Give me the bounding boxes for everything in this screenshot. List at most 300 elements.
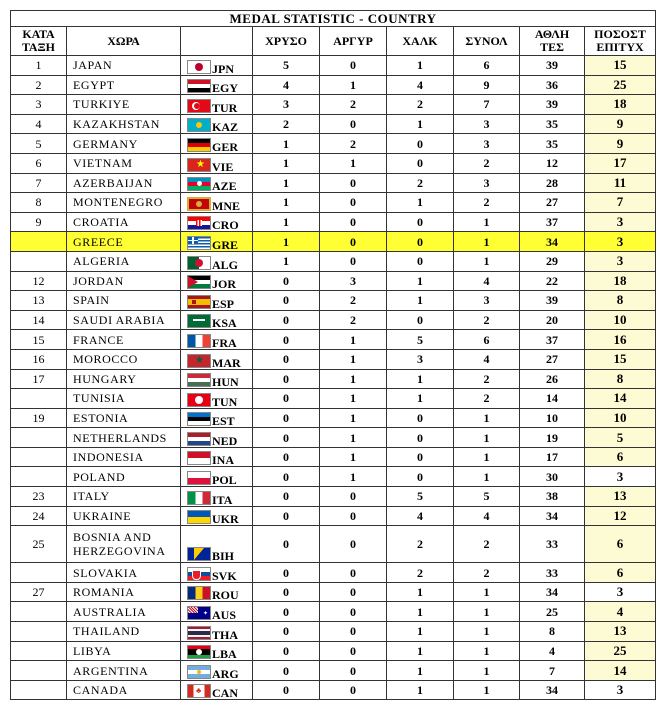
country-name-cell: ITALY — [67, 487, 181, 507]
country-name-cell: GERMANY — [67, 134, 181, 154]
athletes-cell: 27 — [520, 349, 585, 369]
header-silver: ΑΡΓΥΡ — [320, 27, 387, 56]
country-name-cell: HUNGARY — [67, 369, 181, 389]
country-name-cell: FRANCE — [67, 330, 181, 350]
success-pct-cell: 18 — [585, 271, 656, 291]
mar-flag-icon: ★ — [187, 354, 211, 368]
silver-cell: 0 — [320, 56, 387, 76]
mne-flag-icon — [187, 197, 211, 211]
country-name-cell: NETHERLANDS — [67, 428, 181, 448]
table-row — [11, 408, 656, 428]
gold-cell: 0 — [253, 661, 320, 681]
header-athletes: ΑΘΛΗ ΤΕΣ — [520, 27, 585, 56]
athletes-cell: 10 — [520, 408, 585, 428]
country-name-cell: INDONESIA — [67, 447, 181, 467]
country-name-cell: JAPAN — [67, 56, 181, 76]
tha-flag-icon — [187, 626, 211, 640]
silver-cell: 0 — [320, 212, 387, 232]
total-cell: 1 — [454, 622, 520, 642]
silver-cell: 0 — [320, 563, 387, 583]
country-code: TUN — [212, 394, 238, 409]
bronze-cell: 1 — [387, 291, 454, 311]
athletes-cell: 35 — [520, 134, 585, 154]
country-code: UKR — [212, 512, 239, 526]
bronze-cell: 2 — [387, 526, 454, 563]
silver-cell: 0 — [320, 506, 387, 526]
athletes-cell: 34 — [520, 506, 585, 526]
silver-cell: 3 — [320, 271, 387, 291]
total-cell: 6 — [454, 56, 520, 76]
athletes-cell: 34 — [520, 582, 585, 602]
success-pct-cell: 12 — [585, 506, 656, 526]
table-row — [11, 487, 656, 507]
country-code: LBA — [212, 647, 237, 661]
success-pct-cell: 17 — [585, 153, 656, 173]
gold-cell: 0 — [253, 428, 320, 448]
gold-cell: 0 — [253, 602, 320, 622]
flag-code-cell — [181, 349, 253, 369]
total-cell: 2 — [454, 193, 520, 213]
bronze-cell: 1 — [387, 56, 454, 76]
total-cell: 1 — [454, 232, 520, 252]
rou-flag-icon — [187, 586, 211, 600]
table-row — [11, 582, 656, 602]
table-row — [11, 212, 656, 232]
table-row — [11, 173, 656, 193]
athletes-cell: 12 — [520, 153, 585, 173]
rank-cell — [11, 389, 67, 409]
bronze-cell: 0 — [387, 447, 454, 467]
total-cell: 9 — [454, 75, 520, 95]
flag-code-cell — [181, 661, 253, 681]
bronze-cell: 1 — [387, 680, 454, 700]
success-pct-cell: 18 — [585, 95, 656, 115]
total-cell: 1 — [454, 602, 520, 622]
rank-cell: 19 — [11, 408, 67, 428]
header-success-pct: ΠΟΣΟΣΤ ΕΠΙΤΥΧ — [585, 27, 656, 56]
rank-cell: 6 — [11, 153, 67, 173]
table-row — [11, 602, 656, 622]
arg-flag-icon — [187, 665, 211, 679]
country-name-cell: ARGENTINA — [67, 661, 181, 681]
success-pct-cell: 14 — [585, 389, 656, 409]
country-name-cell: EGYPT — [67, 75, 181, 95]
bronze-cell: 0 — [387, 153, 454, 173]
country-code: TUR — [212, 100, 238, 115]
country-code: MNE — [212, 198, 240, 213]
silver-cell: 0 — [320, 487, 387, 507]
athletes-cell: 8 — [520, 622, 585, 642]
table-row — [11, 193, 656, 213]
country-code: EST — [212, 414, 235, 428]
ita-flag-icon — [187, 491, 211, 505]
athletes-cell: 38 — [520, 487, 585, 507]
gold-cell: 0 — [253, 369, 320, 389]
rank-cell: 4 — [11, 114, 67, 134]
rank-cell: 24 — [11, 506, 67, 526]
flag-code-cell — [181, 291, 253, 311]
rank-cell: 7 — [11, 173, 67, 193]
gold-cell: 0 — [253, 408, 320, 428]
gold-cell: 0 — [253, 526, 320, 563]
success-pct-cell: 10 — [585, 310, 656, 330]
total-cell: 1 — [454, 467, 520, 487]
country-name-cell: ESTONIA — [67, 408, 181, 428]
athletes-cell: 26 — [520, 369, 585, 389]
silver-cell: 0 — [320, 173, 387, 193]
total-cell: 1 — [454, 428, 520, 448]
country-name-cell: AZERBAIJAN — [67, 173, 181, 193]
rank-cell — [11, 447, 67, 467]
total-cell: 1 — [454, 408, 520, 428]
athletes-cell: 25 — [520, 602, 585, 622]
country-name-cell: KAZAKHSTAN — [67, 114, 181, 134]
success-pct-cell: 7 — [585, 193, 656, 213]
success-pct-cell: 4 — [585, 602, 656, 622]
bronze-cell: 1 — [387, 193, 454, 213]
silver-cell: 0 — [320, 582, 387, 602]
table-title: MEDAL STATISTIC - COUNTRY — [11, 11, 656, 27]
country-name-cell: BOSNIA AND HERZEGOVINA — [67, 526, 181, 563]
silver-cell: 1 — [320, 389, 387, 409]
svk-flag-icon — [187, 567, 211, 581]
gold-cell: 1 — [253, 134, 320, 154]
athletes-cell: 4 — [520, 641, 585, 661]
lba-flag-icon — [187, 645, 211, 659]
medal-statistics-table — [10, 10, 656, 700]
rank-cell: 2 — [11, 75, 67, 95]
rank-cell: 14 — [11, 310, 67, 330]
success-pct-cell: 3 — [585, 582, 656, 602]
table-row — [11, 251, 656, 271]
gold-cell: 1 — [253, 212, 320, 232]
table-row — [11, 428, 656, 448]
gold-cell: 0 — [253, 487, 320, 507]
total-cell: 6 — [454, 330, 520, 350]
total-cell: 2 — [454, 153, 520, 173]
athletes-cell: 39 — [520, 291, 585, 311]
silver-cell: 0 — [320, 193, 387, 213]
rank-cell — [11, 680, 67, 700]
tur-flag-icon — [187, 99, 211, 113]
silver-cell: 1 — [320, 428, 387, 448]
rank-cell: 17 — [11, 369, 67, 389]
success-pct-cell: 3 — [585, 680, 656, 700]
success-pct-cell: 15 — [585, 56, 656, 76]
success-pct-cell: 13 — [585, 622, 656, 642]
hun-flag-icon — [187, 373, 211, 387]
country-name-cell: SPAIN — [67, 291, 181, 311]
total-cell: 7 — [454, 95, 520, 115]
silver-cell: 0 — [320, 680, 387, 700]
country-name-cell: JORDAN — [67, 271, 181, 291]
gold-cell: 0 — [253, 310, 320, 330]
silver-cell: 0 — [320, 232, 387, 252]
gold-cell: 0 — [253, 680, 320, 700]
athletes-cell: 28 — [520, 173, 585, 193]
flag-code-cell — [181, 173, 253, 193]
flag-code-cell — [181, 251, 253, 271]
bronze-cell: 0 — [387, 408, 454, 428]
ina-flag-icon — [187, 451, 211, 465]
esp-flag-icon — [187, 295, 211, 309]
success-pct-cell: 9 — [585, 134, 656, 154]
gold-cell: 0 — [253, 563, 320, 583]
kaz-flag-icon — [187, 118, 211, 132]
rank-cell: 9 — [11, 212, 67, 232]
gre-flag-icon — [187, 236, 211, 250]
bronze-cell: 0 — [387, 134, 454, 154]
country-code: CAN — [212, 686, 238, 700]
silver-cell: 0 — [320, 114, 387, 134]
rank-cell — [11, 563, 67, 583]
athletes-cell: 39 — [520, 95, 585, 115]
table-row — [11, 330, 656, 350]
table-row — [11, 349, 656, 369]
medal-table-container — [10, 10, 655, 700]
country-code: GRE — [212, 237, 239, 252]
aus-flag-icon: ✦ — [187, 606, 211, 620]
total-cell: 3 — [454, 291, 520, 311]
gold-cell: 5 — [253, 56, 320, 76]
success-pct-cell: 3 — [585, 251, 656, 271]
flag-code-cell — [181, 641, 253, 661]
rank-cell — [11, 232, 67, 252]
flag-code-cell — [181, 56, 253, 76]
bronze-cell: 4 — [387, 75, 454, 95]
gold-cell: 0 — [253, 447, 320, 467]
athletes-cell: 39 — [520, 56, 585, 76]
success-pct-cell: 13 — [585, 487, 656, 507]
total-cell: 2 — [454, 526, 520, 563]
ksa-flag-icon — [187, 314, 211, 328]
gold-cell: 0 — [253, 330, 320, 350]
table-row — [11, 389, 656, 409]
bronze-cell: 2 — [387, 563, 454, 583]
country-name-cell: GREECE — [67, 232, 181, 252]
country-name-cell: TURKIYE — [67, 95, 181, 115]
table-row — [11, 661, 656, 681]
country-code: AZE — [212, 179, 237, 193]
bih-flag-icon — [187, 547, 211, 561]
success-pct-cell: 3 — [585, 232, 656, 252]
country-name-cell: UKRAINE — [67, 506, 181, 526]
country-name-cell: AUSTRALIA — [67, 602, 181, 622]
athletes-cell: 17 — [520, 447, 585, 467]
bronze-cell: 0 — [387, 310, 454, 330]
silver-cell: 0 — [320, 526, 387, 563]
flag-code-cell — [181, 622, 253, 642]
table-row — [11, 95, 656, 115]
tun-flag-icon — [187, 393, 211, 407]
rank-cell: 25 — [11, 526, 67, 563]
table-row — [11, 447, 656, 467]
rank-cell — [11, 428, 67, 448]
country-code: SVK — [212, 568, 237, 583]
gold-cell: 1 — [253, 173, 320, 193]
flag-code-cell — [181, 153, 253, 173]
success-pct-cell: 11 — [585, 173, 656, 193]
country-name-cell: CROATIA — [67, 212, 181, 232]
country-code: ALG — [212, 257, 239, 272]
silver-cell: 0 — [320, 661, 387, 681]
bronze-cell: 1 — [387, 622, 454, 642]
total-cell: 5 — [454, 487, 520, 507]
country-name-cell: MONTENEGRO — [67, 193, 181, 213]
country-name-cell: TUNISIA — [67, 389, 181, 409]
ger-flag-icon — [187, 138, 211, 152]
total-cell: 2 — [454, 389, 520, 409]
jor-flag-icon — [187, 275, 211, 289]
rank-cell: 23 — [11, 487, 67, 507]
gold-cell: 2 — [253, 114, 320, 134]
gold-cell: 0 — [253, 467, 320, 487]
bronze-cell: 5 — [387, 330, 454, 350]
bronze-cell: 1 — [387, 641, 454, 661]
rank-cell — [11, 467, 67, 487]
silver-cell: 2 — [320, 291, 387, 311]
total-cell: 1 — [454, 447, 520, 467]
header-row — [11, 27, 656, 56]
flag-code-cell — [181, 680, 253, 700]
total-cell: 1 — [454, 582, 520, 602]
table-row — [11, 291, 656, 311]
header-bronze: ΧΑΛΚ — [387, 27, 454, 56]
header-total: ΣΥΝΟΛ — [454, 27, 520, 56]
success-pct-cell: 16 — [585, 330, 656, 350]
bronze-cell: 1 — [387, 369, 454, 389]
athletes-cell: 33 — [520, 526, 585, 563]
flag-code-cell — [181, 389, 253, 409]
table-row — [11, 563, 656, 583]
flag-code-cell — [181, 408, 253, 428]
table-row — [11, 526, 656, 563]
gold-cell: 0 — [253, 506, 320, 526]
can-flag-icon: ♣ — [187, 684, 211, 698]
bronze-cell: 4 — [387, 506, 454, 526]
silver-cell: 1 — [320, 349, 387, 369]
bronze-cell: 0 — [387, 428, 454, 448]
rank-cell: 27 — [11, 582, 67, 602]
success-pct-cell: 3 — [585, 467, 656, 487]
flag-code-cell — [181, 271, 253, 291]
flag-code-cell — [181, 134, 253, 154]
table-row — [11, 232, 656, 252]
rank-cell: 15 — [11, 330, 67, 350]
ukr-flag-icon — [187, 510, 211, 524]
flag-code-cell — [181, 428, 253, 448]
country-name-cell: CANADA — [67, 680, 181, 700]
gold-cell: 0 — [253, 389, 320, 409]
success-pct-cell: 25 — [585, 641, 656, 661]
country-code: JPN — [212, 61, 234, 76]
header-rank: ΚΑΤΑ ΤΑΞΗ — [11, 27, 67, 56]
gold-cell: 4 — [253, 75, 320, 95]
country-code: THA — [212, 627, 239, 642]
total-cell: 2 — [454, 369, 520, 389]
gold-cell: 0 — [253, 582, 320, 602]
country-name-cell: SLOVAKIA — [67, 563, 181, 583]
silver-cell: 2 — [320, 310, 387, 330]
flag-code-cell — [181, 506, 253, 526]
success-pct-cell: 14 — [585, 661, 656, 681]
header-flag — [181, 27, 253, 56]
country-code: HUN — [212, 375, 239, 389]
table-row — [11, 467, 656, 487]
bronze-cell: 3 — [387, 349, 454, 369]
pol-flag-icon — [187, 471, 211, 485]
country-code: MAR — [212, 355, 241, 369]
country-code: ARG — [212, 666, 239, 681]
success-pct-cell: 6 — [585, 563, 656, 583]
flag-code-cell — [181, 114, 253, 134]
flag-code-cell — [181, 369, 253, 389]
athletes-cell: 22 — [520, 271, 585, 291]
athletes-cell: 20 — [520, 310, 585, 330]
jpn-flag-icon — [187, 60, 211, 74]
flag-code-cell — [181, 310, 253, 330]
silver-cell: 2 — [320, 95, 387, 115]
rank-cell: 8 — [11, 193, 67, 213]
country-code: VIE — [212, 159, 234, 174]
bronze-cell: 1 — [387, 582, 454, 602]
flag-code-cell — [181, 447, 253, 467]
rank-cell — [11, 602, 67, 622]
rank-cell: 13 — [11, 291, 67, 311]
silver-cell: 1 — [320, 330, 387, 350]
success-pct-cell: 6 — [585, 526, 656, 563]
success-pct-cell: 8 — [585, 369, 656, 389]
total-cell: 4 — [454, 271, 520, 291]
table-row — [11, 680, 656, 700]
silver-cell: 1 — [320, 75, 387, 95]
table-row — [11, 310, 656, 330]
success-pct-cell: 10 — [585, 408, 656, 428]
country-name-cell: ROMANIA — [67, 582, 181, 602]
flag-code-cell — [181, 582, 253, 602]
total-cell: 4 — [454, 349, 520, 369]
header-country: ΧΩΡΑ — [67, 27, 181, 56]
total-cell: 1 — [454, 212, 520, 232]
silver-cell: 2 — [320, 134, 387, 154]
table-row — [11, 114, 656, 134]
silver-cell: 0 — [320, 641, 387, 661]
country-code: KAZ — [212, 120, 239, 134]
athletes-cell: 30 — [520, 467, 585, 487]
bronze-cell: 1 — [387, 661, 454, 681]
header-gold: ΧΡΥΣΟ — [253, 27, 320, 56]
flag-code-cell — [181, 563, 253, 583]
flag-code-cell — [181, 75, 253, 95]
est-flag-icon — [187, 412, 211, 426]
success-pct-cell: 8 — [585, 291, 656, 311]
rank-cell: 12 — [11, 271, 67, 291]
silver-cell: 1 — [320, 467, 387, 487]
bronze-cell: 2 — [387, 173, 454, 193]
flag-code-cell — [181, 487, 253, 507]
bronze-cell: 0 — [387, 251, 454, 271]
gold-cell: 0 — [253, 622, 320, 642]
country-code: FRA — [212, 335, 237, 350]
success-pct-cell: 5 — [585, 428, 656, 448]
total-cell: 1 — [454, 680, 520, 700]
silver-cell: 1 — [320, 408, 387, 428]
country-name-cell: ALGERIA — [67, 251, 181, 271]
athletes-cell: 35 — [520, 114, 585, 134]
country-code: KSA — [212, 316, 237, 330]
total-cell: 1 — [454, 641, 520, 661]
table-row — [11, 271, 656, 291]
